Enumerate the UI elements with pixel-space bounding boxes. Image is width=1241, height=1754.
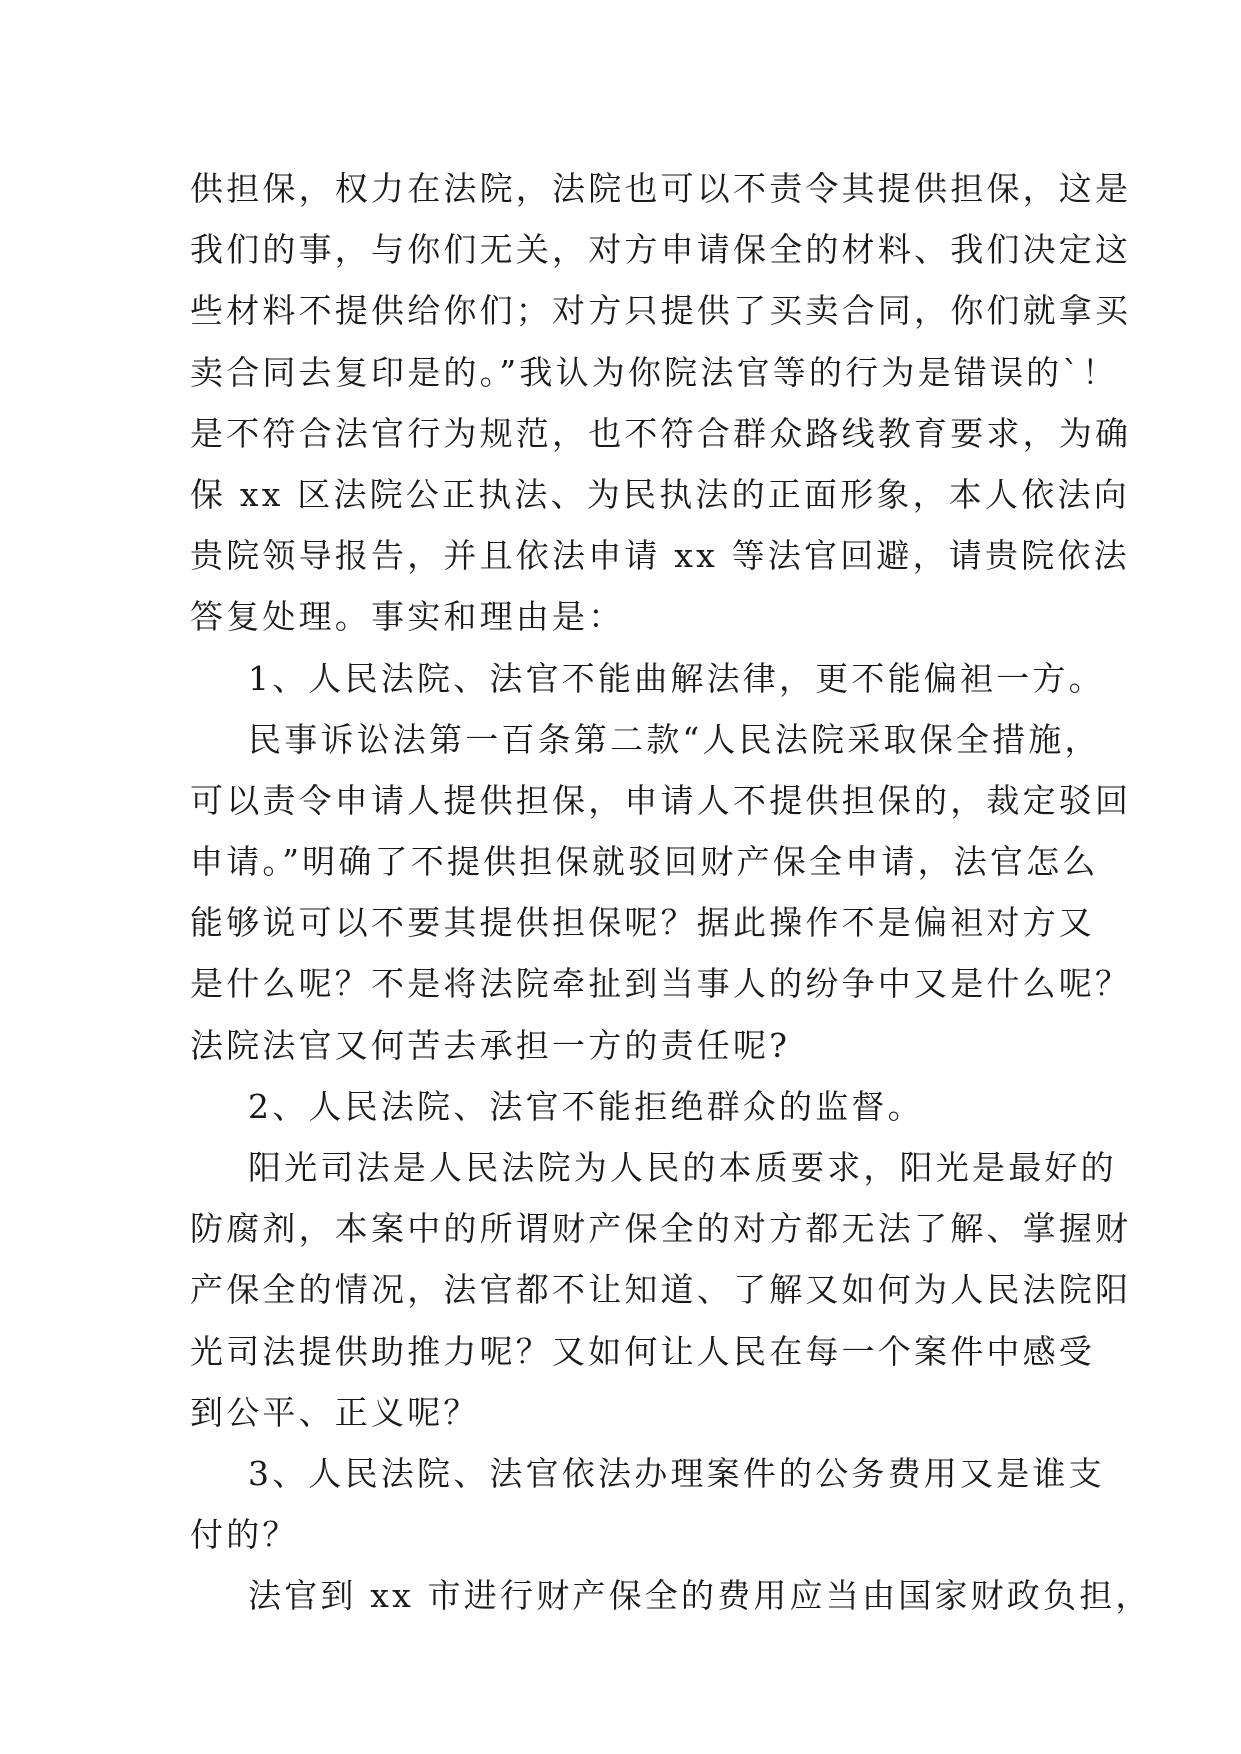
text-line: 保 xx 区法院公正执法、为民执法的正面形象，本人依法向: [190, 474, 1130, 514]
text-line: 付的？: [190, 1515, 299, 1555]
text-line: 些材料不提供给你们；对方只提供了买卖合同，你们就拿买: [190, 291, 1132, 331]
text-line: 申请。”明确了不提供担保就驳回财产保全申请，法官怎么: [190, 842, 1099, 882]
text-line: 光司法提供助推力呢？又如何让人民在每一个案件中感受: [190, 1331, 1095, 1371]
text-line: 答复处理。事实和理由是：: [190, 597, 625, 637]
text-line: 3、人民法院、法官依法办理案件的公务费用又是谁支: [248, 1453, 1105, 1493]
text-line: 供担保，权力在法院，法院也可以不责令其提供担保，这是: [190, 169, 1132, 208]
text-line: 2、人民法院、法官不能拒绝群众的监督。: [248, 1086, 924, 1126]
text-line: 1、人民法院、法官不能曲解法律，更不能偏袒一方。: [248, 658, 1105, 698]
text-line: 我们的事，与你们无关，对方申请保全的材料、我们决定这: [190, 230, 1132, 270]
text-line: 法官到 xx 市进行财产保全的费用应当由国家财政负担，: [248, 1576, 1152, 1616]
text-line: 到公平、正义呢？: [190, 1392, 480, 1432]
text-line: 是什么呢？不是将法院牵扯到当事人的纷争中又是什么呢？: [190, 964, 1132, 1004]
text-line: 法院法官又何苦去承担一方的责任呢?: [190, 1025, 791, 1065]
text-line: 是不符合法官行为规范，也不符合群众路线教育要求，为确: [190, 413, 1132, 453]
text-line: 民事诉讼法第一百条第二款“人民法院采取保全措施，: [248, 719, 1101, 759]
text-line: 防腐剂，本案中的所谓财产保全的对方都无法了解、掌握财: [190, 1209, 1132, 1249]
text-line: 可以责令申请人提供担保，申请人不提供担保的，裁定驳回: [190, 780, 1132, 820]
text-line: 产保全的情况，法官都不让知道、了解又如何为人民法院阳: [190, 1270, 1132, 1310]
text-line: 能够说可以不要其提供担保呢？据此操作不是偏袒对方又: [190, 903, 1095, 943]
text-line: 贵院领导报告，并且依法申请 xx 等法官回避，请贵院依法: [190, 536, 1130, 576]
text-line: 阳光司法是人民法院为人民的本质要求，阳光是最好的: [248, 1148, 1117, 1187]
body-text: [190, 158, 1152, 1627]
text-line: 卖合同去复印是的。”我认为你院法官等的行为是错误的`！: [190, 352, 1119, 392]
